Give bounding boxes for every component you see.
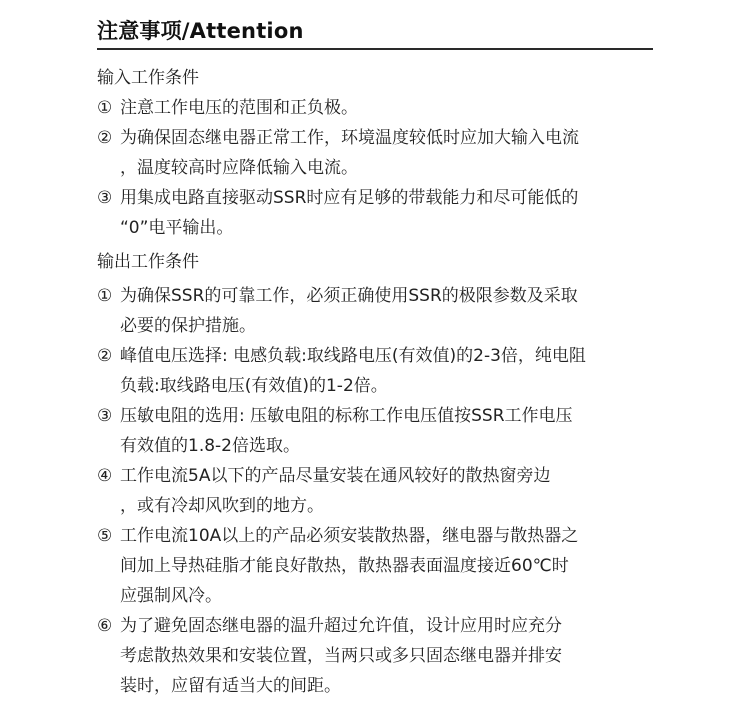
item-number: ⑥ (97, 616, 113, 636)
list-item (97, 611, 657, 701)
page-title: 注意事项/Attention (97, 19, 304, 43)
attention-document (97, 14, 657, 701)
list-item (97, 93, 657, 123)
item-line: 装时，应留有适当大的间距。 (120, 676, 341, 696)
item-line: 有效值的1.8-2倍选取。 (120, 436, 300, 456)
input-conditions-list (97, 93, 657, 243)
title-divider (97, 48, 653, 50)
list-item (97, 123, 657, 183)
item-line: 为了避免固态继电器的温升超过允许值，设计应用时应充分 (120, 616, 562, 636)
item-line: 间加上导热硅脂才能良好散热，散热器表面温度接近60℃时 (120, 556, 569, 576)
item-line: 为确保固态继电器正常工作，环境温度较低时应加大输入电流 (120, 128, 579, 148)
item-line: 注意工作电压的范围和正负极。 (120, 98, 358, 118)
item-number: ⑤ (97, 526, 113, 546)
list-item (97, 183, 657, 243)
item-line: 负载:取线路电压(有效值)的1-2倍。 (120, 376, 388, 396)
item-line: 应强制风冷。 (120, 586, 222, 606)
document-body (97, 63, 657, 701)
item-number: ③ (97, 188, 113, 208)
item-number: ① (97, 286, 113, 306)
item-line: ，温度较高时应降低输入电流。 (120, 158, 358, 178)
input-conditions-heading: 输入工作条件 (97, 68, 199, 88)
item-number: ② (97, 128, 113, 148)
list-item (97, 281, 657, 341)
item-line: 峰值电压选择: 电感负载:取线路电压(有效值)的2-3倍，纯电阻 (120, 346, 586, 366)
item-line: 工作电流5A以下的产品尽量安装在通风较好的散热窗旁边 (120, 466, 551, 486)
item-line: 考虑散热效果和安装位置，当两只或多只固态继电器并排安 (120, 646, 562, 666)
item-line: 工作电流10A以上的产品必须安装散热器，继电器与散热器之 (120, 526, 579, 546)
item-number: ① (97, 98, 113, 118)
item-line: 压敏电阻的选用: 压敏电阻的标称工作电压值按SSR工作电压 (120, 406, 573, 426)
item-line: 为确保SSR的可靠工作，必须正确使用SSR的极限参数及采取 (120, 286, 578, 306)
item-number: ④ (97, 466, 113, 486)
item-line: ，或有冷却风吹到的地方。 (120, 496, 324, 516)
list-item (97, 341, 657, 401)
item-number: ② (97, 346, 113, 366)
list-item (97, 401, 657, 461)
output-conditions-list (97, 281, 657, 701)
item-number: ③ (97, 406, 113, 426)
list-item (97, 521, 657, 611)
item-line: 必要的保护措施。 (120, 316, 256, 336)
list-item (97, 461, 657, 521)
item-line: “0”电平输出。 (120, 218, 234, 238)
output-conditions-heading: 输出工作条件 (97, 252, 199, 272)
item-line: 用集成电路直接驱动SSR时应有足够的带载能力和尽可能低的 (120, 188, 579, 208)
